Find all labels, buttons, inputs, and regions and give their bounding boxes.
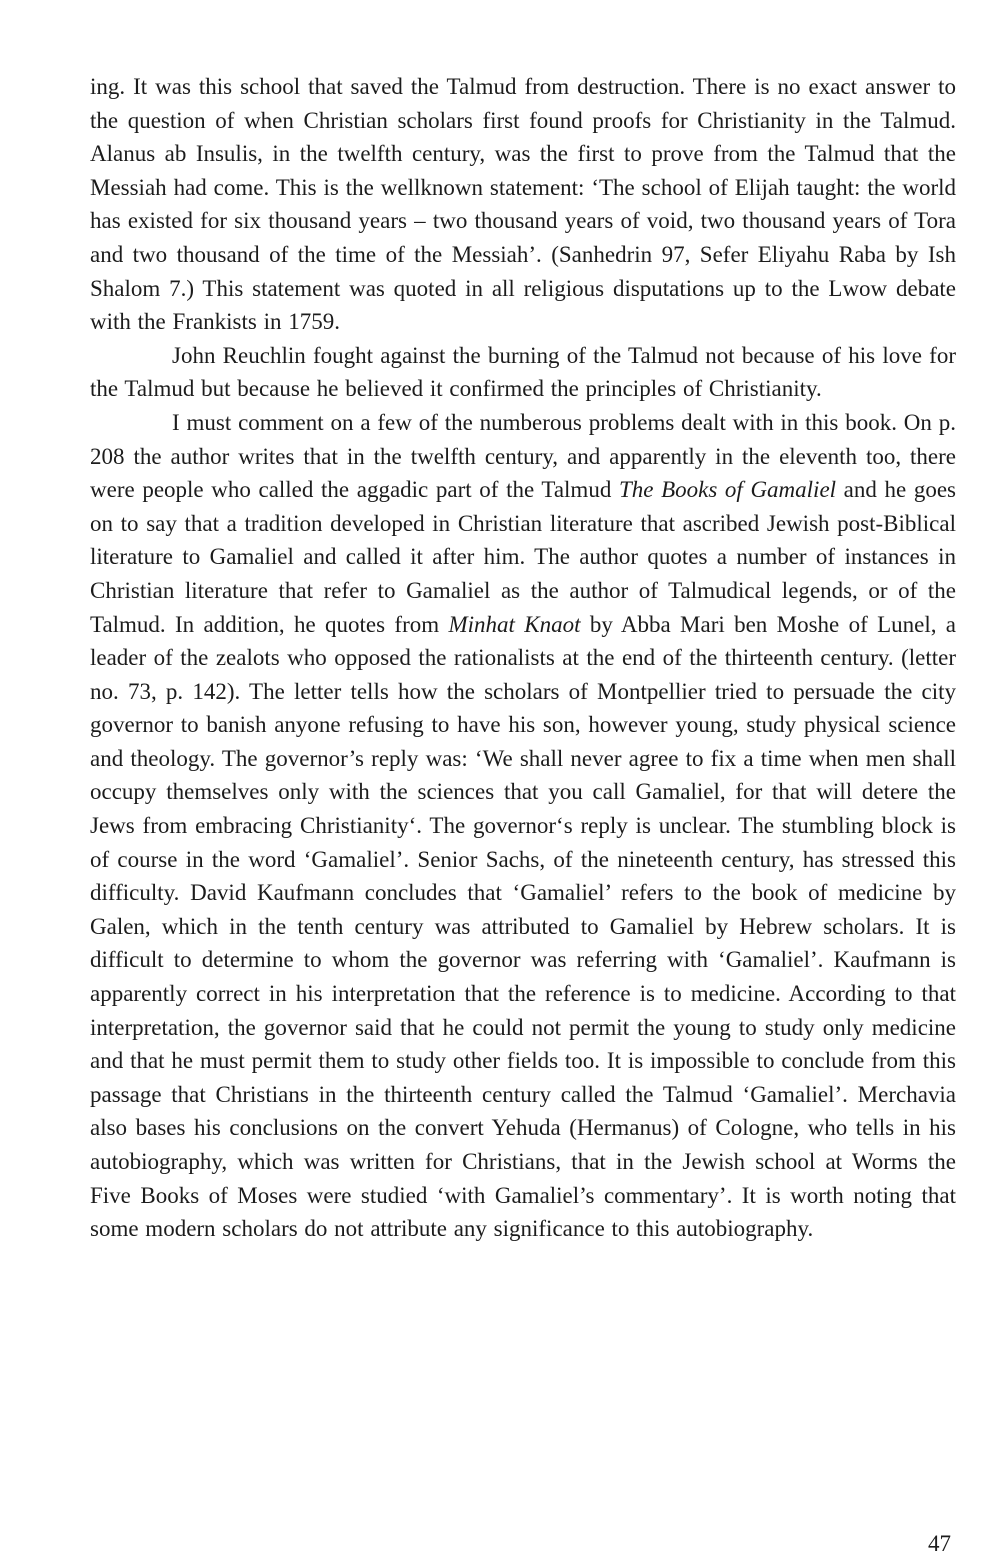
paragraph-reuchlin (90, 339, 956, 406)
text-segment: and he goes on to say that a tradition developed in Christian literature that ascribed Jewish post-Biblical literature to Gamaliel and called it after him. The author quotes a number of instances in Christian literature that refer to Gamaliel as the author of Talmudical legends, or of the Talmud. In addition, he quotes from (90, 477, 957, 637)
text-segment: I must comment on a few of the numberous problems dealt with in this book. On p. 208 the author writes that in the twelfth century, and apparently in the eleventh too, there were people who called the aggadic part of the Talmud (90, 409, 956, 503)
text-segment: by Abba Mari ben Moshe of Lunel, a leader of the zealots who opposed the rationalists at the end of the thirteenth century. (letter no. 73, p. 142). The letter tells how the scholars of Montpellier tried to persuade the city governor to banish anyone refusing to have his son, however young, study physical science and theology. The governor’s reply was: ‘We shall never agree to fix a time when men shall occupy themselves only with the sciences that you call Gamaliel, for that will detere the Jews from embracing Christianity‘. The governor‘s reply is unclear. The stumbling block is of course in the word ‘Gamaliel’. Senior Sachs, of the nineteenth century, has stressed this difficulty. David Kaufmann concludes that ‘Gamaliel’ refers to the book of medicine by Galen, which in the tenth century was attributed to Gamaliel by Hebrew scholars. It is difficult to determine to whom the governor was referring with ‘Gamaliel’. Kaufmann is apparently correct in his interpretation that the reference is to medicine. According to that interpretation, the governor said that he could not permit the young to study only medicine and that he must permit them to study other fields too. It is impossible to conclude from this passage that Christians in the thirteenth century called the Talmud ‘Gamaliel’. Merchavia also bases his conclusions on the convert Yehuda (Hermanus) of Cologne, who tells in his autobiography, which was written for Christians, that in the Jewish school at Worms the Five Books of Moses were studied ‘with Gamaliel’s commentary’. It is worth noting that some modern scholars do not attribute any significance to this autobiography. (90, 611, 957, 1242)
book-title-italic: The Books of Gamaliel (618, 477, 837, 503)
body-text (90, 70, 956, 1246)
text-segment: John Reuchlin fought against the burning of the Talmud not because of his love for the Talmud but because he believed it confirmed the principles of Christianity. (90, 342, 956, 402)
page-number: 47 (928, 1531, 951, 1556)
text-segment: ing. It was this school that saved the Talmud from destruction. There is no exact answer to the question of when Christian scholars first found proofs for Christianity in the Talmud. Alanus ab Insulis, in the twelfth century, was the first to prove from the Talmud that the Messiah had come. This is the wellknown statement: ‘The school of Elijah taught: the world has existed for six thousand years – two thousand years of void, two thousand years of Tora and two thousand of the time of the Messiah’. (Sanhedrin 97, Sefer Eliyahu Raba by Ish Shalom 7.) This statement was quoted in all religious disputations up to the Lwow debate with the Frankists in 1759. (90, 74, 956, 335)
paragraph-talmud-proofs (90, 70, 956, 339)
book-title-italic: Minhat Knaot (448, 611, 581, 637)
paragraph-gamaliel (90, 406, 956, 1246)
